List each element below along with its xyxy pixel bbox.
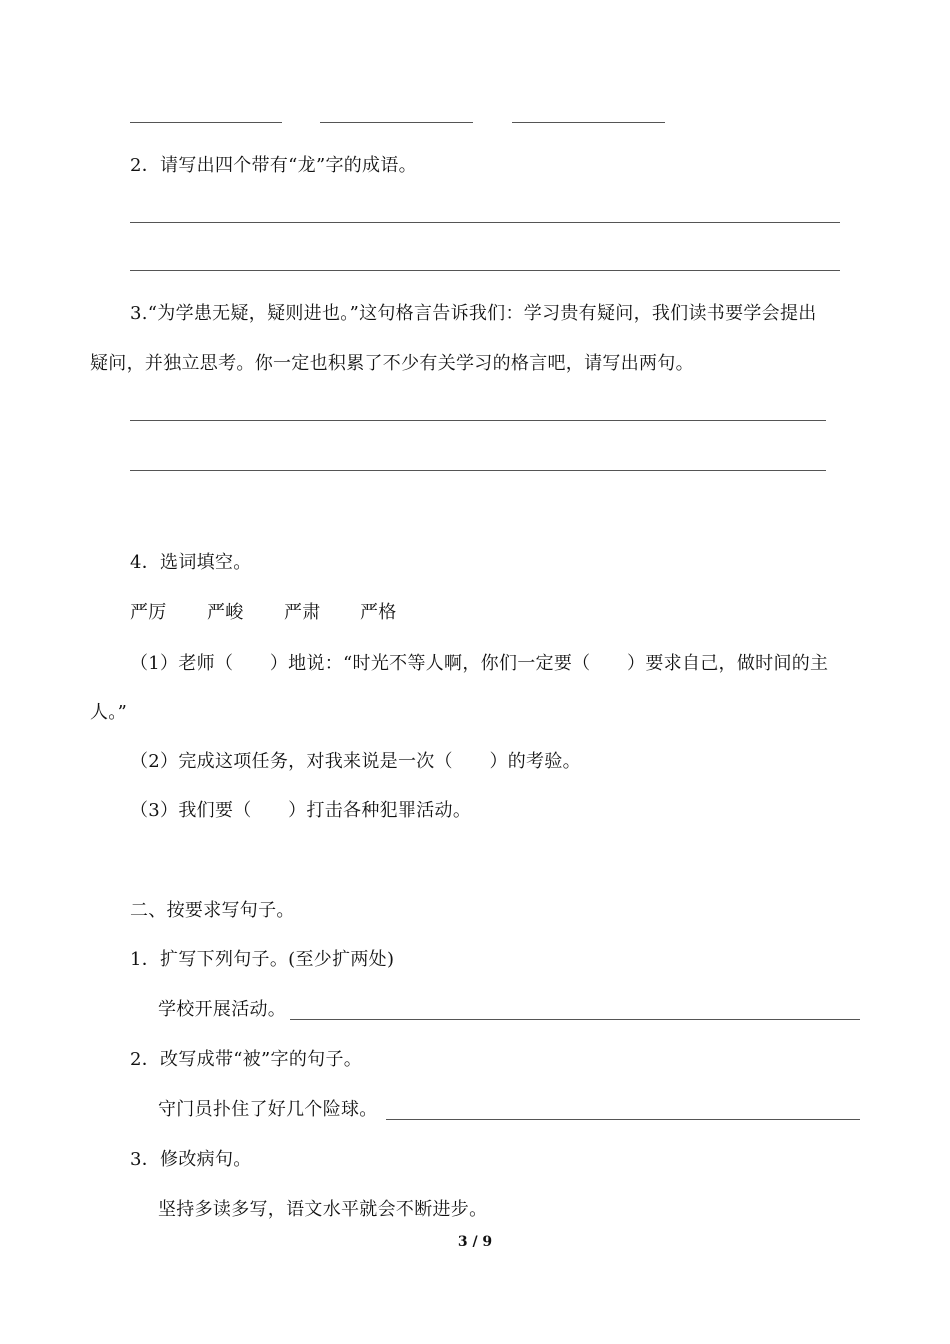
fill-sentence-2: （2）完成这项任务，对我来说是一次（ ）的考验。 xyxy=(130,751,581,772)
word-option-2: 严峻 xyxy=(207,602,244,623)
section-2-question-2-label: 2．改写成带“被”字的句子。 xyxy=(130,1049,363,1070)
answer-blank-3[interactable] xyxy=(512,122,665,123)
section-2-question-2-sentence: 守门员扑住了好几个险球。 xyxy=(158,1099,378,1120)
fill-sentence-3: （3）我们要（ ）打击各种犯罪活动。 xyxy=(130,800,472,821)
section-2-question-3-label: 3．修改病句。 xyxy=(130,1149,252,1170)
answer-line-q2-2[interactable] xyxy=(130,270,840,271)
fill-sentence-1-line1: （1）老师（ ）地说：“时光不等人啊，你们一定要（ ）要求自己，做时间的主 xyxy=(130,653,829,674)
word-option-1: 严厉 xyxy=(130,602,167,623)
page-number: 3 / 9 xyxy=(457,1234,493,1250)
section-2-title: 二、按要求写句子。 xyxy=(130,900,295,921)
answer-line-passive[interactable] xyxy=(386,1119,860,1120)
answer-line-expand[interactable] xyxy=(290,1019,860,1020)
answer-blank-2[interactable] xyxy=(320,122,473,123)
section-2-question-1-sentence: 学校开展活动。 xyxy=(158,999,287,1020)
word-option-4: 严格 xyxy=(360,602,397,623)
answer-line-q2-1[interactable] xyxy=(130,222,840,223)
question-3-text-line2: 疑问，并独立思考。你一定也积累了不少有关学习的格言吧，请写出两句。 xyxy=(90,353,694,374)
fill-sentence-1-line2: 人。” xyxy=(90,702,128,723)
question-3-text-line1: 3.“为学患无疑，疑则进也。”这句格言告诉我们：学习贵有疑问，我们读书要学会提出 xyxy=(130,303,817,324)
section-2-question-3-sentence: 坚持多读多写，语文水平就会不断进步。 xyxy=(158,1199,488,1220)
answer-line-q3-2[interactable] xyxy=(130,470,826,471)
question-2-label: 2．请写出四个带有“龙”字的成语。 xyxy=(130,155,417,176)
answer-line-q3-1[interactable] xyxy=(130,420,826,421)
answer-blank-1[interactable] xyxy=(130,122,282,123)
word-option-3: 严肃 xyxy=(284,602,321,623)
section-2-question-1-label: 1．扩写下列句子。(至少扩两处) xyxy=(130,949,395,970)
question-4-label: 4．选词填空。 xyxy=(130,552,252,573)
